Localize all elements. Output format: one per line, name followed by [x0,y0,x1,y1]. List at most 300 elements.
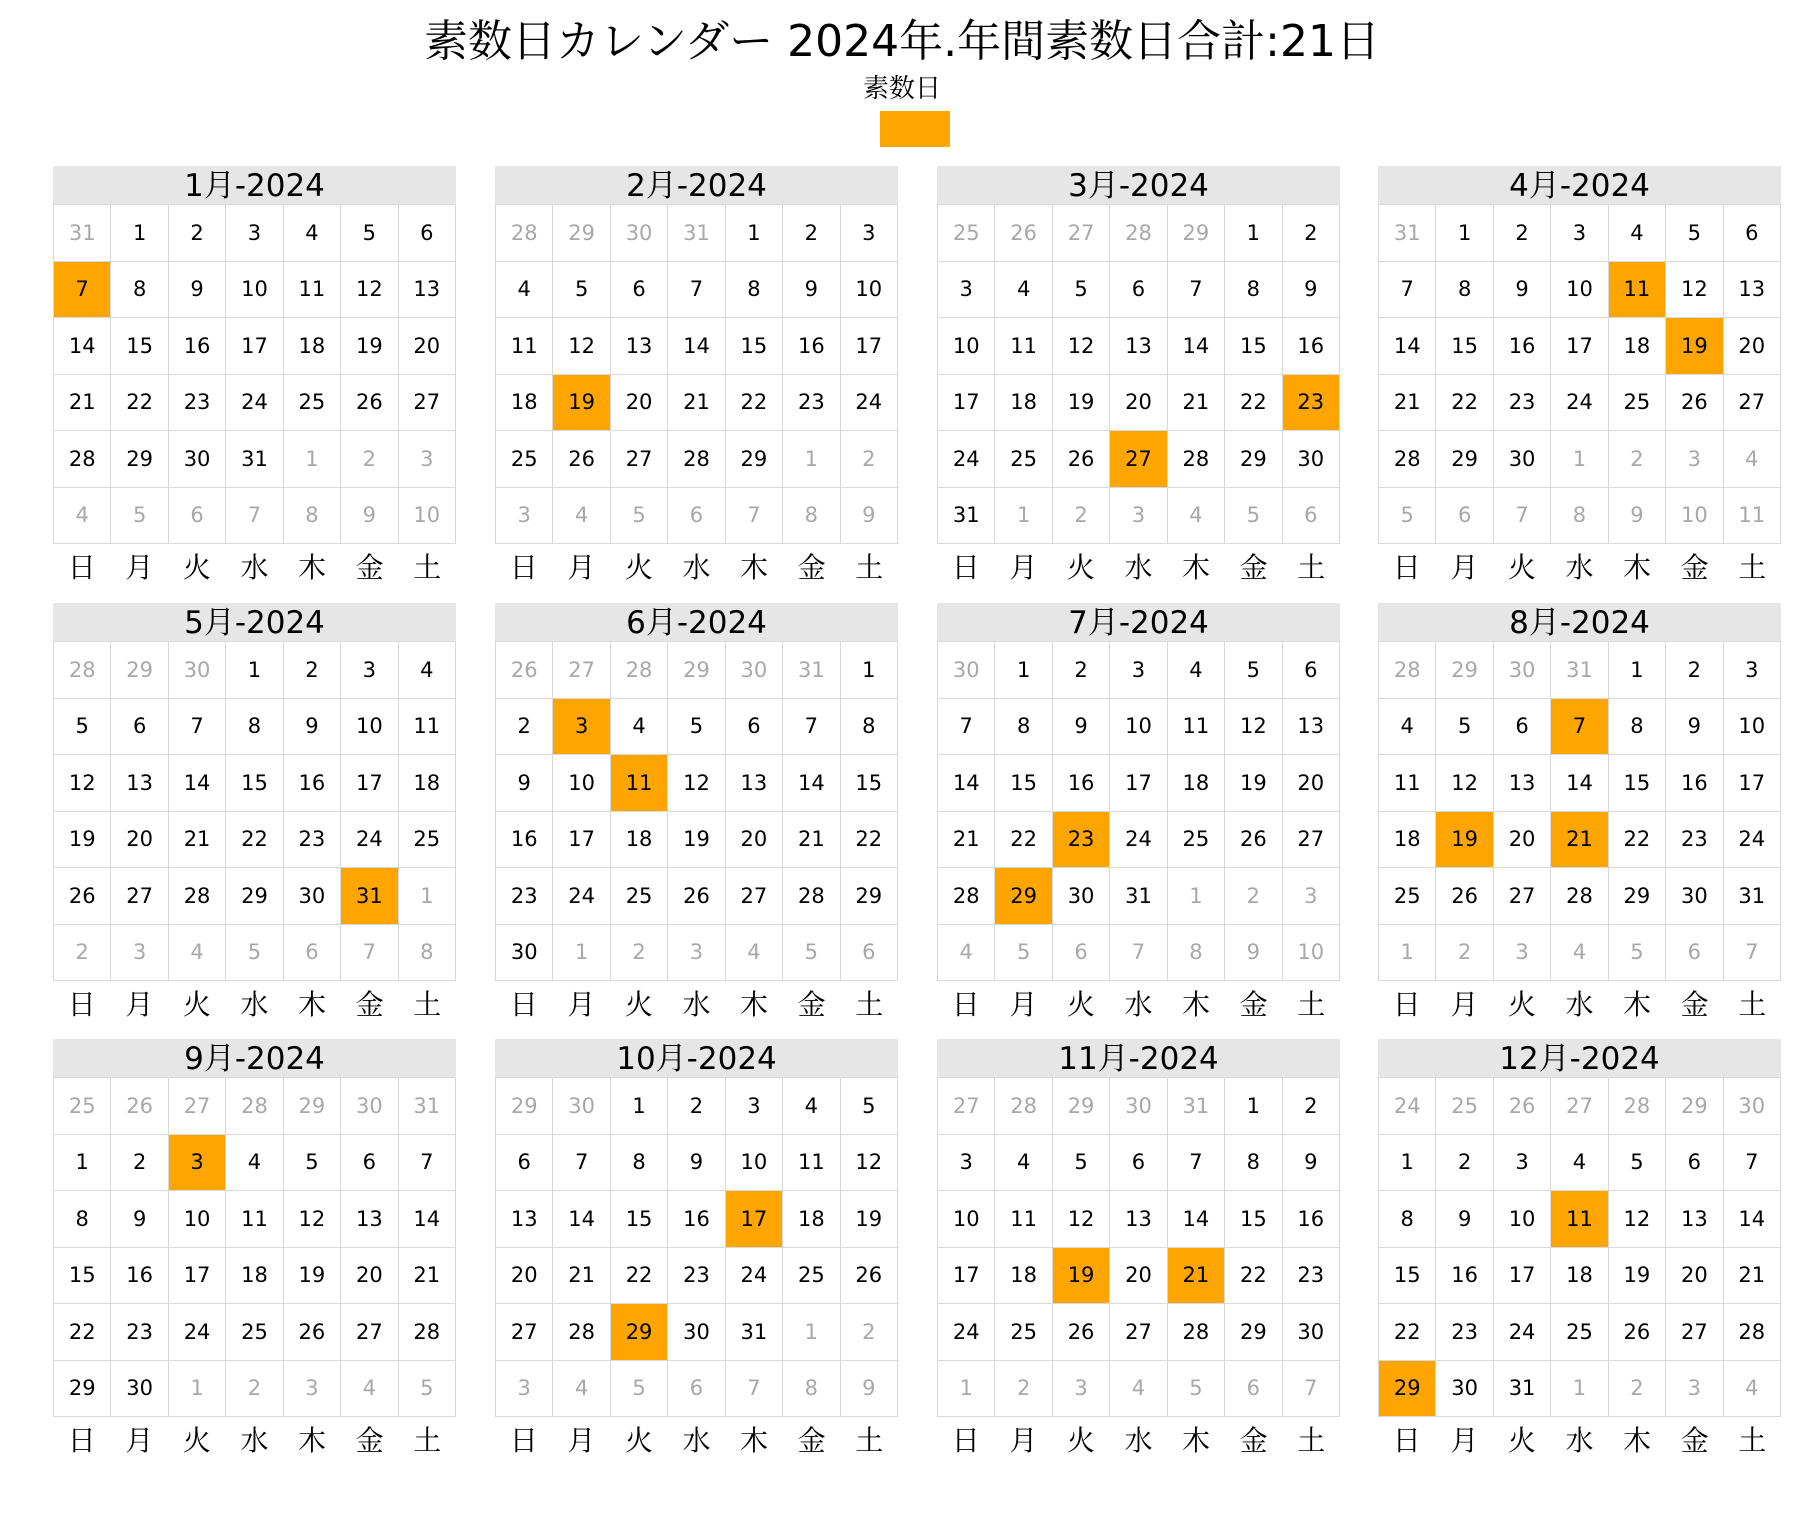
day-cell: 15 [611,1191,668,1248]
month-12 [1378,1039,1781,1461]
day-cell: 27 [1110,1304,1167,1361]
day-cell: 25 [783,1248,840,1305]
weekday-label: 土 [1297,988,1326,1021]
day-cell: 27 [611,431,668,488]
weekday-label: 金 [797,1424,826,1457]
month-4 [1378,166,1781,588]
day-cell: 23 [1666,812,1723,869]
day-cell: 2 [1494,205,1551,262]
day-cell: 8 [1225,262,1282,319]
weekday-label: 木 [740,988,769,1021]
adjacent-month-day-cell: 10 [1283,925,1340,982]
day-cell: 14 [1379,318,1436,375]
day-cell: 1 [1436,205,1493,262]
adjacent-month-day-cell: 31 [668,205,725,262]
day-cell: 1 [1379,1135,1436,1192]
day-cell: 8 [726,262,783,319]
adjacent-month-day-cell: 6 [1666,925,1723,982]
day-cell: 12 [553,318,610,375]
day-grid [495,1077,898,1417]
day-cell: 11 [1168,699,1225,756]
day-cell: 20 [1494,812,1551,869]
weekday-label: 土 [413,1424,442,1457]
weekday-label: 土 [855,1424,884,1457]
day-cell: 2 [284,642,341,699]
legend-label: 素数日 [862,74,941,104]
day-cell: 18 [226,1248,283,1305]
weekday-label: 日 [67,1424,96,1457]
day-cell: 23 [1494,375,1551,432]
day-cell: 5 [668,699,725,756]
day-cell: 15 [111,318,168,375]
day-cell: 30 [1666,868,1723,925]
weekday-label: 土 [855,551,884,584]
adjacent-month-day-cell: 9 [1609,488,1666,545]
day-cell: 26 [54,868,111,925]
adjacent-month-day-cell: 8 [1551,488,1608,545]
adjacent-month-day-cell: 2 [226,1361,283,1418]
weekday-label: 火 [1507,1424,1536,1457]
adjacent-month-day-cell: 26 [1494,1078,1551,1135]
weekday-label: 水 [1124,1424,1153,1457]
day-cell: 7 [1168,262,1225,319]
weekday-label: 土 [1738,988,1767,1021]
adjacent-month-day-cell: 31 [783,642,840,699]
day-cell: 12 [841,1135,898,1192]
day-cell: 7 [553,1135,610,1192]
weekday-label: 金 [1239,988,1268,1021]
adjacent-month-day-cell: 5 [995,925,1052,982]
day-grid [1378,641,1781,981]
prime-day-cell: 3 [553,699,610,756]
adjacent-month-day-cell: 1 [399,868,456,925]
adjacent-month-day-cell: 7 [726,1361,783,1418]
day-cell: 31 [726,1304,783,1361]
weekday-label: 日 [1392,988,1421,1021]
day-cell: 28 [1168,1304,1225,1361]
adjacent-month-day-cell: 28 [1110,205,1167,262]
weekday-label: 月 [567,1424,596,1457]
day-cell: 10 [938,1191,995,1248]
day-cell: 20 [1724,318,1781,375]
day-grid [53,641,456,981]
day-cell: 1 [54,1135,111,1192]
prime-day-cell: 11 [611,755,668,812]
day-cell: 31 [1494,1361,1551,1418]
adjacent-month-day-cell: 10 [399,488,456,545]
adjacent-month-day-cell: 1 [284,431,341,488]
day-cell: 18 [995,375,1052,432]
adjacent-month-day-cell: 5 [1225,488,1282,545]
adjacent-month-day-cell: 1 [1551,1361,1608,1418]
adjacent-month-day-cell: 10 [1666,488,1723,545]
day-cell: 24 [1551,375,1608,432]
day-cell: 26 [1609,1304,1666,1361]
adjacent-month-day-cell: 3 [668,925,725,982]
day-cell: 30 [169,431,226,488]
day-cell: 16 [1283,1191,1340,1248]
adjacent-month-day-cell: 28 [1379,642,1436,699]
adjacent-month-day-cell: 4 [726,925,783,982]
adjacent-month-day-cell: 2 [1053,488,1110,545]
weekday-label: 金 [1239,1424,1268,1457]
prime-day-cell: 19 [1436,812,1493,869]
day-cell: 9 [668,1135,725,1192]
day-cell: 29 [841,868,898,925]
day-cell: 25 [496,431,553,488]
weekday-label: 木 [1623,1424,1652,1457]
day-cell: 26 [668,868,725,925]
adjacent-month-day-cell: 28 [54,642,111,699]
adjacent-month-day-cell: 29 [1666,1078,1723,1135]
adjacent-month-day-cell: 29 [284,1078,341,1135]
day-cell: 27 [1724,375,1781,432]
day-cell: 12 [668,755,725,812]
day-cell: 1 [1225,1078,1282,1135]
weekday-label: 火 [1066,551,1095,584]
month-header: 3月-2024 [937,166,1340,204]
month-header: 5月-2024 [53,603,456,641]
weekday-label: 金 [1680,988,1709,1021]
weekday-label: 火 [1507,551,1536,584]
adjacent-month-day-cell: 5 [783,925,840,982]
day-cell: 15 [995,755,1052,812]
day-grid [937,641,1340,981]
adjacent-month-day-cell: 1 [1168,868,1225,925]
adjacent-month-day-cell: 27 [938,1078,995,1135]
weekday-label: 金 [797,551,826,584]
adjacent-month-day-cell: 3 [399,431,456,488]
day-cell: 24 [169,1304,226,1361]
adjacent-month-day-cell: 1 [938,1361,995,1418]
day-cell: 27 [726,868,783,925]
weekday-label: 水 [1565,1424,1594,1457]
day-cell: 18 [1168,755,1225,812]
day-cell: 25 [1609,375,1666,432]
adjacent-month-day-cell: 28 [226,1078,283,1135]
adjacent-month-day-cell: 9 [341,488,398,545]
day-cell: 3 [938,1135,995,1192]
day-cell: 26 [1436,868,1493,925]
adjacent-month-day-cell: 1 [553,925,610,982]
weekday-label: 日 [509,551,538,584]
weekday-label: 月 [1009,551,1038,584]
weekday-label: 木 [298,1424,327,1457]
adjacent-month-day-cell: 3 [1494,925,1551,982]
weekday-label: 月 [1450,988,1479,1021]
day-cell: 29 [226,868,283,925]
day-cell: 30 [1283,1304,1340,1361]
weekday-label: 火 [182,1424,211,1457]
day-cell: 1 [1225,205,1282,262]
day-cell: 4 [226,1135,283,1192]
day-cell: 31 [1110,868,1167,925]
day-cell: 23 [783,375,840,432]
day-cell: 15 [226,755,283,812]
weekday-label: 木 [740,551,769,584]
day-cell: 29 [111,431,168,488]
weekday-labels [495,1421,898,1461]
day-cell: 29 [726,431,783,488]
day-cell: 12 [1436,755,1493,812]
weekday-label: 日 [951,988,980,1021]
day-cell: 9 [1494,262,1551,319]
month-9 [53,1039,456,1461]
day-cell: 19 [54,812,111,869]
prime-day-cell: 19 [1053,1248,1110,1305]
day-cell: 6 [726,699,783,756]
adjacent-month-day-cell: 1 [1379,925,1436,982]
adjacent-month-day-cell: 28 [995,1078,1052,1135]
day-cell: 10 [1724,699,1781,756]
month-header: 12月-2024 [1378,1039,1781,1077]
adjacent-month-day-cell: 6 [668,1361,725,1418]
day-cell: 14 [668,318,725,375]
weekday-label: 火 [624,551,653,584]
weekday-label: 月 [125,988,154,1021]
adjacent-month-day-cell: 2 [841,1304,898,1361]
day-cell: 13 [1724,262,1781,319]
weekday-label: 火 [624,1424,653,1457]
day-cell: 24 [553,868,610,925]
day-cell: 16 [668,1191,725,1248]
day-cell: 28 [938,868,995,925]
weekday-label: 火 [624,988,653,1021]
day-cell: 2 [1666,642,1723,699]
adjacent-month-day-cell: 30 [611,205,668,262]
day-cell: 4 [399,642,456,699]
day-cell: 13 [1666,1191,1723,1248]
day-cell: 16 [1053,755,1110,812]
weekday-label: 日 [509,988,538,1021]
adjacent-month-day-cell: 3 [284,1361,341,1418]
day-cell: 22 [111,375,168,432]
day-cell: 17 [841,318,898,375]
day-cell: 18 [783,1191,840,1248]
month-header: 7月-2024 [937,603,1340,641]
day-cell: 10 [841,262,898,319]
day-cell: 6 [611,262,668,319]
weekday-label: 月 [1009,1424,1038,1457]
day-cell: 15 [54,1248,111,1305]
adjacent-month-day-cell: 3 [1110,488,1167,545]
weekday-label: 水 [240,551,269,584]
day-cell: 21 [1379,375,1436,432]
weekday-label: 日 [1392,1424,1421,1457]
weekday-label: 木 [1623,988,1652,1021]
day-cell: 2 [111,1135,168,1192]
day-cell: 20 [726,812,783,869]
day-cell: 21 [553,1248,610,1305]
adjacent-month-day-cell: 7 [341,925,398,982]
day-cell: 7 [169,699,226,756]
weekday-labels [1378,1421,1781,1461]
day-cell: 5 [1436,699,1493,756]
day-cell: 24 [726,1248,783,1305]
day-cell: 25 [1168,812,1225,869]
day-cell: 6 [1110,1135,1167,1192]
day-cell: 10 [1110,699,1167,756]
day-cell: 17 [226,318,283,375]
adjacent-month-day-cell: 2 [1609,431,1666,488]
month-5 [53,603,456,1025]
day-cell: 28 [169,868,226,925]
day-cell: 26 [1053,1304,1110,1361]
day-cell: 27 [341,1304,398,1361]
day-grid [495,641,898,981]
adjacent-month-day-cell: 31 [1168,1078,1225,1135]
day-cell: 21 [938,812,995,869]
day-cell: 20 [1283,755,1340,812]
weekday-label: 月 [567,988,596,1021]
day-cell: 14 [169,755,226,812]
day-cell: 28 [1379,431,1436,488]
day-cell: 19 [1225,755,1282,812]
day-cell: 13 [341,1191,398,1248]
day-cell: 26 [1225,812,1282,869]
adjacent-month-day-cell: 30 [1494,642,1551,699]
day-cell: 6 [1724,205,1781,262]
adjacent-month-day-cell: 30 [1110,1078,1167,1135]
adjacent-month-day-cell: 29 [496,1078,553,1135]
prime-day-cell: 11 [1609,262,1666,319]
day-cell: 5 [1609,1135,1666,1192]
month-header: 4月-2024 [1378,166,1781,204]
day-cell: 9 [1283,262,1340,319]
day-cell: 3 [1551,205,1608,262]
adjacent-month-day-cell: 31 [399,1078,456,1135]
month-header: 2月-2024 [495,166,898,204]
day-cell: 4 [783,1078,840,1135]
adjacent-month-day-cell: 4 [1551,925,1608,982]
day-cell: 12 [1225,699,1282,756]
day-cell: 8 [1436,262,1493,319]
weekday-label: 火 [1066,1424,1095,1457]
day-cell: 18 [995,1248,1052,1305]
day-cell: 22 [1225,375,1282,432]
weekday-label: 火 [1066,988,1095,1021]
day-cell: 11 [995,318,1052,375]
day-cell: 25 [284,375,341,432]
adjacent-month-day-cell: 3 [1283,868,1340,925]
adjacent-month-day-cell: 1 [1551,431,1608,488]
day-cell: 6 [111,699,168,756]
adjacent-month-day-cell: 30 [938,642,995,699]
adjacent-month-day-cell: 7 [1283,1361,1340,1418]
day-cell: 31 [226,431,283,488]
adjacent-month-day-cell: 30 [1724,1078,1781,1135]
adjacent-month-day-cell: 31 [54,205,111,262]
day-cell: 23 [284,812,341,869]
day-cell: 3 [726,1078,783,1135]
weekday-label: 木 [298,988,327,1021]
prime-day-cell: 7 [54,262,111,319]
day-cell: 22 [1225,1248,1282,1305]
adjacent-month-day-cell: 25 [54,1078,111,1135]
day-cell: 2 [1053,642,1110,699]
day-cell: 8 [54,1191,111,1248]
day-cell: 20 [1666,1248,1723,1305]
weekday-label: 火 [182,551,211,584]
day-cell: 31 [938,488,995,545]
day-cell: 9 [1053,699,1110,756]
day-grid [495,204,898,544]
day-cell: 13 [111,755,168,812]
day-cell: 2 [783,205,840,262]
weekday-label: 木 [1182,1424,1211,1457]
day-cell: 27 [496,1304,553,1361]
chart-title: 素数日カレンダー 2024年.年間素数日合計:21日 [424,16,1380,67]
day-cell: 11 [1379,755,1436,812]
weekday-label: 水 [1565,988,1594,1021]
weekday-label: 金 [1680,551,1709,584]
day-cell: 19 [284,1248,341,1305]
month-header: 6月-2024 [495,603,898,641]
adjacent-month-day-cell: 9 [841,1361,898,1418]
day-cell: 12 [1053,1191,1110,1248]
day-cell: 29 [1609,868,1666,925]
day-cell: 6 [1110,262,1167,319]
day-cell: 27 [1666,1304,1723,1361]
day-cell: 21 [399,1248,456,1305]
day-cell: 18 [1379,812,1436,869]
month-3 [937,166,1340,588]
prime-day-cell: 29 [995,868,1052,925]
day-grid [1378,1077,1781,1417]
adjacent-month-day-cell: 2 [54,925,111,982]
day-cell: 2 [1283,1078,1340,1135]
month-2 [495,166,898,588]
adjacent-month-day-cell: 25 [938,205,995,262]
day-cell: 17 [553,812,610,869]
day-cell: 3 [1494,1135,1551,1192]
day-cell: 5 [1666,205,1723,262]
day-cell: 17 [1110,755,1167,812]
day-cell: 15 [1225,1191,1282,1248]
day-cell: 22 [54,1304,111,1361]
day-cell: 15 [1225,318,1282,375]
adjacent-month-day-cell: 6 [1436,488,1493,545]
day-cell: 28 [54,431,111,488]
adjacent-month-day-cell: 4 [553,488,610,545]
day-cell: 19 [1609,1248,1666,1305]
day-cell: 4 [995,262,1052,319]
day-cell: 10 [553,755,610,812]
adjacent-month-day-cell: 5 [611,488,668,545]
prime-day-cell: 11 [1551,1191,1608,1248]
day-cell: 30 [1436,1361,1493,1418]
weekday-label: 月 [1450,551,1479,584]
day-cell: 2 [1283,205,1340,262]
weekday-label: 水 [682,988,711,1021]
day-cell: 7 [783,699,840,756]
adjacent-month-day-cell: 4 [938,925,995,982]
day-cell: 30 [111,1361,168,1418]
day-cell: 9 [1666,699,1723,756]
day-cell: 17 [341,755,398,812]
day-cell: 3 [226,205,283,262]
day-cell: 16 [111,1248,168,1305]
day-cell: 8 [611,1135,668,1192]
adjacent-month-day-cell: 6 [1053,925,1110,982]
day-cell: 21 [1168,375,1225,432]
day-cell: 28 [783,868,840,925]
day-cell: 6 [1494,699,1551,756]
adjacent-month-day-cell: 2 [1609,1361,1666,1418]
weekday-labels [1378,548,1781,588]
weekday-label: 木 [1182,551,1211,584]
day-cell: 30 [284,868,341,925]
